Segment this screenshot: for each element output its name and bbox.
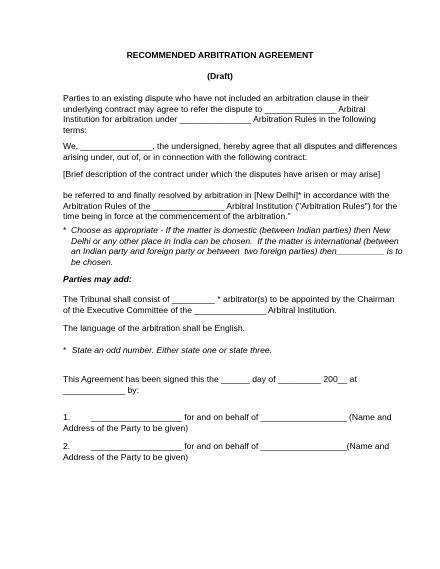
footnote-line: an Indian party and foreign party or between two foreign parties) then__________ is to (71, 246, 403, 257)
intro-line: Parties to an existing dispute who have not included an arbitration clause in their (63, 93, 369, 103)
contract-description: [Brief description of the contract under which the disputes have arisen or may arise] (63, 169, 381, 179)
tribunal-line: of the Executive Committee of the _______________ Arbitral Institution. (63, 304, 337, 315)
signature-line: ___________________ for and on behalf of __________________ (Name and (91, 412, 392, 422)
note-asterisk: * (63, 345, 67, 355)
tribunal-line: The Tribunal shall consist of _________ * arbitrator(s) to be appointed by the Chairman (63, 294, 395, 304)
signed-line: This Agreement has been signed this the ______ day of _________ 200__ at (63, 374, 357, 384)
footnote-line: Delhi or any other place in India can be chosen. If the matter is international (between (71, 235, 399, 246)
intro-paragraph (63, 93, 377, 135)
referral-line: be referred to and finally resolved by arbitration in [New Delhi]* in accordance with the (63, 190, 390, 200)
intro-line: terms: (63, 124, 87, 135)
document-title: RECOMMENDED ARBITRATION AGREEMENT (126, 50, 314, 60)
odd-number-note (63, 345, 377, 356)
signature-number: 2. (63, 441, 71, 451)
footnote-line: Choose as appropriate - If the matter is domestic (between Indian parties) then New (71, 225, 391, 235)
agreement-paragraph (63, 141, 398, 162)
agreement-line: arising under, out of, or in connection with the following contract: (63, 151, 308, 162)
intro-line: underlying contract may agree to refer the dispute to _______________ Arbitral (63, 103, 366, 114)
referral-line: Arbitration Rules of the _______________ Arbitral Institution ("Arbitration Rules") for the (63, 200, 398, 211)
document-subtitle: (Draft) (207, 71, 233, 81)
tribunal-paragraph (63, 294, 395, 315)
parties-may-add-heading: Parties may add: (63, 274, 132, 284)
signature-line: ___________________ for and on behalf of __________________(Name and (91, 441, 390, 451)
language-clause: The language of the arbitration shall be English. (63, 323, 246, 333)
footnote-asterisk: * (63, 225, 67, 235)
signature-address: Address of the Party to be given) (63, 423, 189, 433)
signature-number: 1. (63, 412, 71, 422)
agreement-line: We, _______________, the undersigned, hereby agree that all disputes and differences (63, 141, 398, 151)
signed-line: _____________ by: (63, 384, 139, 395)
referral-paragraph (63, 190, 398, 222)
note-text: State an odd number. Either state one or state three. (71, 345, 273, 355)
signature-address: Address of the Party to be given) (63, 452, 189, 462)
intro-line: Institution for arbitration under _______________ Arbitration Rules in the following (63, 114, 376, 125)
referral-line: time being in force at the commencement of the arbitration." (63, 211, 291, 222)
signed-paragraph (63, 374, 377, 395)
footnote-line: be chosen. (71, 256, 114, 267)
